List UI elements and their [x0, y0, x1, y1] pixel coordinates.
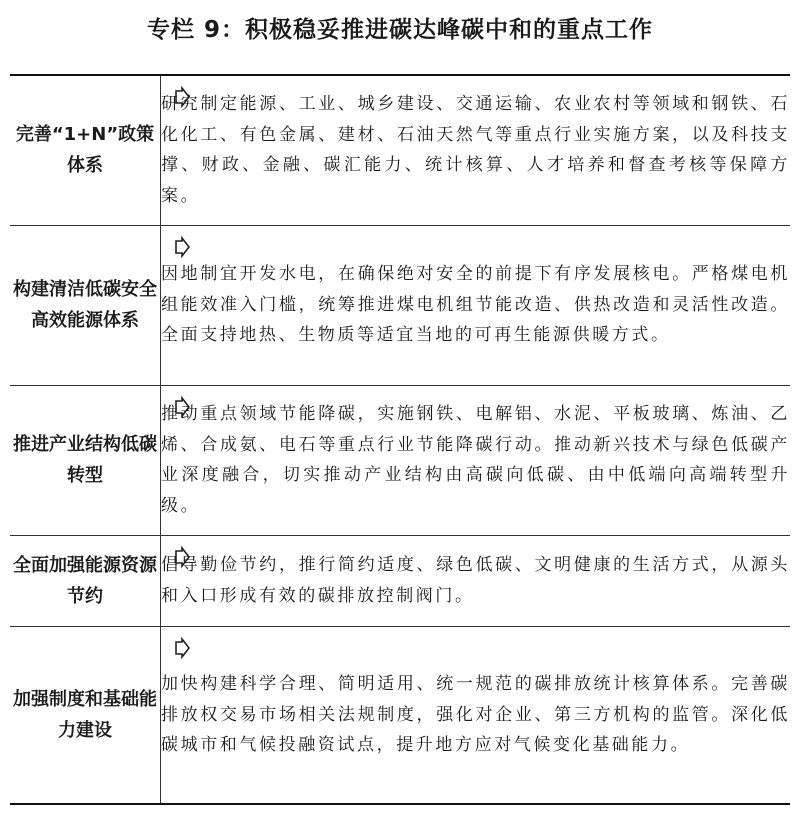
row-heading	[10, 385, 161, 535]
row-text: 加快构建科学合理、简明适用、统一规范的碳排放统计核算体系。完善碳排放权交易市场相关法规制度，强化对企业、第三方机构的监管。深化低碳城市和气候投融资试点，提升地方应对气候变化基础能力。	[161, 674, 790, 755]
row-text: 推动重点领域节能降碳，实施钢铁、电解铝、水泥、平板玻璃、炼油、乙烯、合成氨、电石等重点行业节能降碳行动。推动新兴技术与绿色低碳产业深度融合，切实推动产业结构由高碳向低碳、由中低端向高端转型升级。	[161, 404, 790, 516]
row-content	[161, 535, 791, 626]
hollow-right-arrow-icon	[173, 637, 191, 659]
row-content	[161, 385, 791, 535]
row-content	[161, 225, 791, 385]
row-heading	[10, 75, 161, 225]
row-heading-text: 构建清洁低碳安全高效能源体系	[13, 279, 157, 331]
row-text: 因地制宜开发水电，在确保绝对安全的前提下有序发展核电。严格煤电机组能效准入门槛，统筹推进煤电机组节能改造、供热改造和灵活性改造。全面支持地热、生物质等适宜当地的可再生能源供暖方式。	[161, 264, 790, 346]
row-heading-text: 加强制度和基础能力建设	[13, 688, 157, 741]
hollow-right-arrow-icon	[173, 396, 191, 418]
row-heading-text: 全面加强能源资源节约	[13, 554, 157, 607]
row-heading	[10, 225, 161, 385]
table-row	[10, 225, 790, 385]
row-heading	[10, 535, 161, 626]
row-heading	[10, 626, 161, 804]
row-content	[161, 626, 791, 804]
hollow-right-arrow-icon	[173, 236, 191, 258]
table-row	[10, 626, 790, 804]
policy-table	[10, 74, 790, 805]
row-text: 倡导勤俭节约，推行简约适度、绿色低碳、文明健康的生活方式，从源头和入口形成有效的碳排放控制阀门。	[161, 555, 790, 606]
table-row	[10, 75, 790, 225]
row-heading-text: 推进产业结构低碳转型	[13, 434, 157, 486]
table-row	[10, 385, 790, 535]
table-row	[10, 535, 790, 626]
hollow-right-arrow-icon	[173, 86, 191, 108]
row-text: 研究制定能源、工业、城乡建设、交通运输、农业农村等领域和钢铁、石化化工、有色金属、建材、石油天然气等重点行业实施方案，以及科技支撑、财政、金融、碳汇能力、统计核算、人才培养和督查考核等保障方案。	[161, 94, 790, 206]
row-heading-text: 完善“1+N”政策体系	[15, 124, 155, 177]
row-content	[161, 75, 791, 225]
hollow-right-arrow-icon	[173, 546, 191, 568]
page-title: 专栏 9：积极稳妥推进碳达峰碳中和的重点工作	[146, 17, 653, 43]
